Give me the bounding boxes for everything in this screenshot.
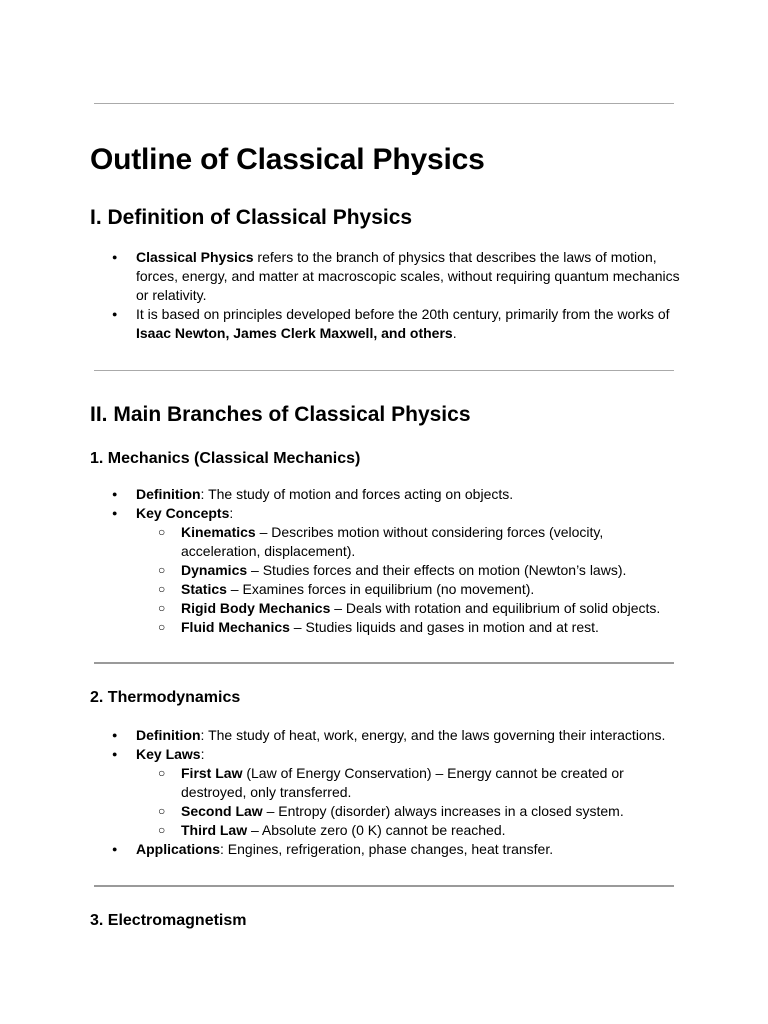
label-definition: Definition: [136, 727, 201, 743]
subsection-heading-electromagnetism: 3. Electromagnetism: [90, 912, 247, 929]
item-text: : The study of motion and forces acting on objects.: [200, 486, 514, 502]
sub-list-item: [136, 561, 680, 580]
sub-list-item: [136, 580, 680, 599]
key-concepts-list: [136, 523, 680, 637]
term-scientists: Isaac Newton, James Clerk Maxwell, and others: [136, 325, 453, 341]
item-text: : The study of heat, work, energy, and the laws governing their interactions.: [200, 727, 666, 743]
item-text: – Studies forces and their effects on motion (Newton’s laws).: [247, 562, 627, 578]
horizontal-divider: [94, 103, 674, 104]
term-fluid-mechanics: Fluid Mechanics: [181, 619, 290, 635]
subsection-heading-thermodynamics: 2. Thermodynamics: [90, 689, 241, 706]
label-definition: Definition: [136, 486, 201, 502]
label-key-concepts: Key Concepts: [136, 505, 230, 521]
horizontal-divider: [94, 662, 674, 664]
subsection-heading-mechanics: 1. Mechanics (Classical Mechanics): [90, 450, 361, 467]
list-item: [90, 485, 680, 504]
label-key-laws: Key Laws: [136, 746, 201, 762]
horizontal-divider: [94, 885, 674, 887]
item-text: – Studies liquids and gases in motion and at rest.: [289, 619, 599, 635]
key-laws-list: [136, 764, 680, 840]
thermodynamics-list: [90, 726, 680, 859]
item-text: – Deals with rotation and equilibrium of solid objects.: [330, 600, 661, 616]
sub-list-item: [136, 599, 680, 618]
section-heading-definition: I. Definition of Classical Physics: [90, 206, 413, 229]
item-colon: :: [200, 746, 205, 762]
term-rigid-body: Rigid Body Mechanics: [181, 600, 331, 616]
term-classical-physics: Classical Physics: [136, 249, 254, 265]
term-statics: Statics: [181, 581, 227, 597]
item-text: : Engines, refrigeration, phase changes, heat transfer.: [220, 841, 554, 857]
term-kinematics: Kinematics: [181, 524, 256, 540]
list-item: [90, 248, 680, 305]
list-item: [90, 504, 680, 637]
sub-list-item: [136, 618, 680, 637]
term-third-law: Third Law: [181, 822, 248, 838]
item-text: – Entropy (disorder) always increases in a closed system.: [262, 803, 624, 819]
page-title: Outline of Classical Physics: [90, 143, 485, 176]
item-colon: :: [229, 505, 234, 521]
horizontal-divider: [94, 370, 674, 371]
term-first-law: First Law: [181, 765, 243, 781]
term-second-law: Second Law: [181, 803, 263, 819]
term-dynamics: Dynamics: [181, 562, 248, 578]
item-text: It is based on principles developed before the 20th century, primarily from the works of: [136, 306, 670, 322]
item-text: refers to the branch of physics that describes the laws of motion, forces, energy, and matter at macroscopic scales, without requiring quantum mechanics or relativity.: [136, 249, 680, 303]
sub-list-item: [136, 802, 680, 821]
section-heading-branches: II. Main Branches of Classical Physics: [90, 403, 471, 426]
sub-list-item: [136, 821, 680, 840]
list-item: [90, 726, 680, 745]
list-item: [90, 745, 680, 840]
item-text: – Absolute zero (0 K) cannot be reached.: [247, 822, 506, 838]
item-text: – Describes motion without considering forces (velocity, acceleration, displacement).: [181, 524, 604, 559]
item-text: – Examines forces in equilibrium (no movement).: [226, 581, 535, 597]
sub-list-item: [136, 523, 680, 561]
mechanics-list: [90, 485, 680, 637]
list-item: [90, 305, 680, 343]
item-text: (Law of Energy Conservation) – Energy cannot be created or destroyed, only transferred.: [181, 765, 624, 800]
sub-list-item: [136, 764, 680, 802]
label-applications: Applications: [136, 841, 221, 857]
list-item: [90, 840, 680, 859]
item-text-end: .: [452, 325, 457, 341]
definition-list: [90, 248, 680, 343]
